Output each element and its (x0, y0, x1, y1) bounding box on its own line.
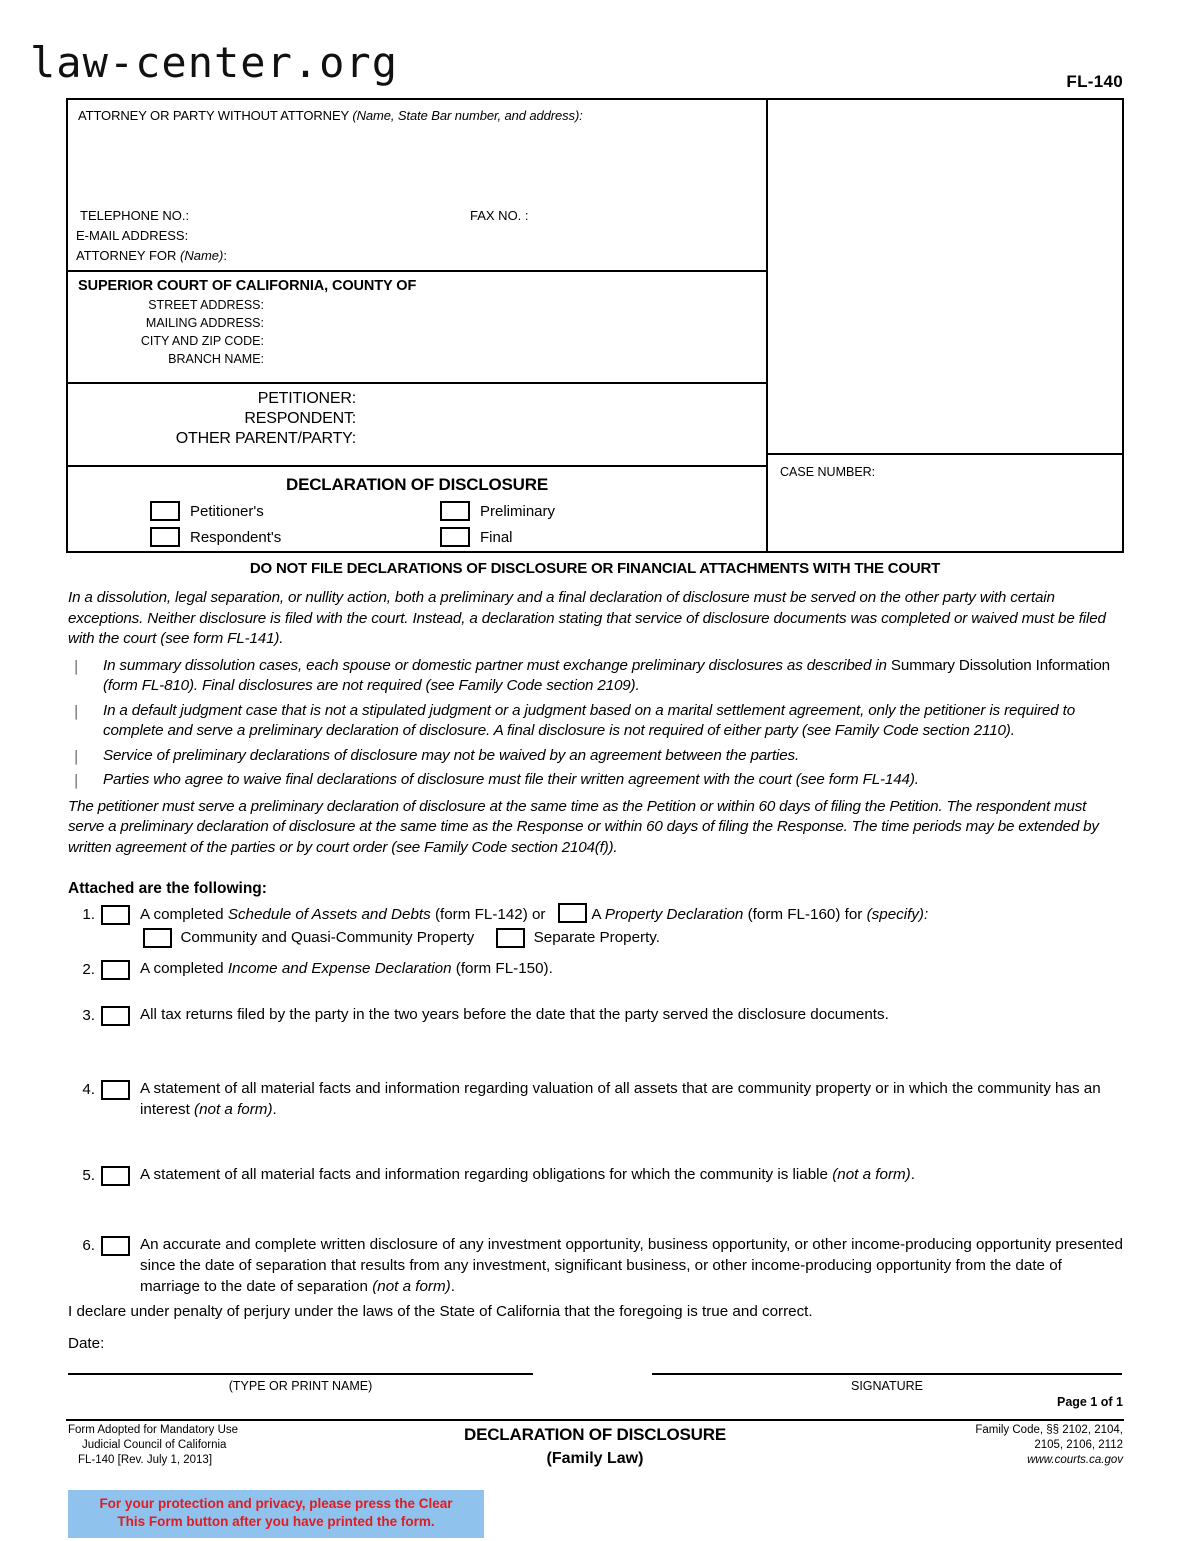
item-6-text: An accurate and complete written disclosure of any investment opportunity, business opportunity, or other income-producing opportunity presented since the date of separation that results from any investment, significant business, or other income-producing opportunity from the date of marriage to the date of separation (not a form). (140, 1236, 1123, 1295)
case-number-block[interactable] (768, 455, 1122, 551)
preliminary-checkbox[interactable] (440, 501, 470, 521)
other-parent-party-label: OTHER PARENT/PARTY: (175, 430, 356, 447)
title-checkbox-row (150, 501, 766, 521)
caption-table (66, 98, 1124, 553)
bullet-bar-icon: │ (73, 774, 81, 788)
item-3-checkbox[interactable] (101, 1006, 130, 1028)
item-5-checkbox[interactable] (101, 1166, 130, 1188)
footer-code-line1: Family Code, §§ 2102, 2104, (975, 1424, 1123, 1436)
item-number: 6. (82, 1237, 95, 1254)
privacy-notice-banner (68, 1490, 484, 1538)
item-1-text: A completed Schedule of Assets and Debts (form FL-142) or A Property Declaration (form FL-160) for (specify): (68, 903, 1124, 925)
community-property-checkbox[interactable] (143, 928, 172, 948)
footer-center (380, 1425, 810, 1468)
document-title: DECLARATION OF DISCLOSURE (286, 475, 548, 494)
separate-property-label: Separate Property. (533, 929, 660, 946)
list-item (68, 1234, 1124, 1297)
respondents-checkbox[interactable] (150, 527, 180, 547)
footer-code-line2: 2105, 2106, 2112 (1034, 1439, 1123, 1451)
property-declaration-checkbox[interactable] (558, 903, 587, 923)
item-6-checkbox[interactable] (101, 1236, 130, 1258)
mailing-address-label: MAILING ADDRESS: (145, 316, 264, 330)
respondents-option[interactable] (150, 527, 440, 547)
footer-left (68, 1423, 368, 1468)
list-item (68, 1078, 1124, 1120)
attorney-for-label: ATTORNEY FOR (Name): (76, 248, 227, 263)
street-address-label: STREET ADDRESS: (148, 298, 264, 312)
caption-right-column (768, 100, 1122, 551)
footer-revision-line: FL-140 [Rev. July 1, 2013] (78, 1454, 213, 1466)
bullet-bar-icon: │ (73, 749, 81, 764)
item-number: 5. (82, 1167, 95, 1184)
item-1-checkbox[interactable] (101, 905, 130, 927)
signature-caption: SIGNATURE (851, 1379, 923, 1393)
title-checkbox-grid (68, 501, 766, 547)
privacy-notice-line1: For your protection and privacy, please press the Clear (99, 1496, 453, 1511)
instructions-body (68, 588, 1124, 858)
item-number: 4. (82, 1081, 95, 1098)
date-label: Date: (68, 1335, 105, 1352)
list-item (68, 958, 1124, 984)
item-number: 1. (82, 906, 95, 923)
list-item (68, 1164, 1124, 1190)
perjury-declaration: I declare under penalty of perjury under the laws of the State of California that the foregoing is true and correct. (68, 1303, 813, 1320)
list-item (68, 1004, 1124, 1030)
final-label: Final (480, 528, 513, 546)
signature-rule (652, 1373, 1122, 1375)
petitioners-option[interactable] (150, 501, 440, 521)
respondent-label: RESPONDENT: (244, 410, 356, 427)
print-name-caption: (TYPE OR PRINT NAME) (228, 1379, 373, 1393)
city-zip-label: CITY AND ZIP CODE: (140, 334, 264, 348)
fax-label: FAX NO. : (470, 208, 529, 223)
footer-subtitle: (Family Law) (546, 1450, 644, 1467)
final-option[interactable] (440, 527, 513, 547)
list-item: │ Parties who agree to waive final declarations of disclosure must file their written agreement with the court (see form FL-144). (68, 770, 1124, 791)
final-checkbox[interactable] (440, 527, 470, 547)
attached-heading: Attached are the following: (68, 880, 267, 897)
court-address-lines (68, 298, 766, 366)
timing-paragraph: The petitioner must serve a preliminary declaration of disclosure at the same time as the Petition or within 60 days of filing the Petition. The respondent must serve a preliminary declaration of disclosure at the same time as the Response or within 60 days of filing the Response. The time periods may be extended by written agreement of the parties or by court order (see Family Code section 2104(f)). (68, 797, 1099, 856)
court-stamp-area[interactable] (768, 100, 1122, 455)
item-1-subrow (68, 927, 1124, 948)
list-item (68, 903, 1124, 948)
item-4-text: A statement of all material facts and information regarding valuation of all assets that are community property or in which the community has an interest (not a form). (140, 1080, 1101, 1118)
footer-divider (66, 1419, 1124, 1421)
item-3-text: All tax returns filed by the party in the two years before the date that the party served the disclosure documents. (140, 1006, 889, 1023)
respondents-label: Respondent's (190, 528, 282, 546)
footer-right (843, 1423, 1123, 1468)
bullet-bar-icon: │ (73, 704, 81, 719)
attachment-items (68, 903, 1124, 1297)
exception-bullet-list (68, 656, 1124, 791)
community-property-label: Community and Quasi-Community Property (180, 929, 475, 946)
separate-property-checkbox[interactable] (496, 928, 525, 948)
footer-council-line: Judicial Council of California (82, 1439, 227, 1451)
privacy-notice-line2: This Form button after you have printed the form. (117, 1514, 435, 1529)
print-name-rule (68, 1373, 533, 1375)
list-item: │ Service of preliminary declarations of disclosure may not be waived by an agreement between the parties. (68, 746, 1124, 767)
document-title-block (68, 465, 766, 551)
item-number: 2. (82, 961, 95, 978)
case-number-label: CASE NUMBER: (780, 465, 876, 479)
site-watermark: law-center.org (30, 38, 399, 87)
footer-website: www.courts.ca.gov (1027, 1454, 1123, 1466)
petitioners-label: Petitioner's (190, 502, 264, 520)
do-not-file-warning: DO NOT FILE DECLARATIONS OF DISCLOSURE OR FINANCIAL ATTACHMENTS WITH THE COURT (249, 560, 941, 577)
item-5-text: A statement of all material facts and information regarding obligations for which the community is liable (not a form). (140, 1166, 915, 1183)
list-item: │ In summary dissolution cases, each spouse or domestic partner must exchange preliminary disclosures as described in Summary Dissolution Information (form FL-810). Final disclosures are not required (see Family Code section 2109). (73, 656, 1110, 694)
title-checkbox-row (150, 527, 766, 547)
item-number: 3. (82, 1007, 95, 1024)
preliminary-label: Preliminary (480, 502, 556, 520)
intro-paragraph: In a dissolution, legal separation, or nullity action, both a preliminary and a final declaration of disclosure must be served on the other party with certain exceptions. Neither disclosure is filed with the court. Instead, a declaration stating that service of disclosure documents was completed or waived must be filed with the court (see form FL-141). (68, 589, 1106, 647)
item-2-checkbox[interactable] (101, 960, 130, 982)
form-number: FL-140 (1066, 72, 1123, 91)
footer-title: DECLARATION OF DISCLOSURE (464, 1425, 726, 1444)
list-item: │ In a default judgment case that is not a stipulated judgment or a judgment based on a marital settlement agreement, only the petitioner is required to complete and serve a preliminary declaration of disclosure. A final disclosure is not required of either party (see Family Code section 2110). (73, 701, 1076, 739)
email-label: E-MAIL ADDRESS: (76, 228, 189, 243)
telephone-row (80, 208, 740, 223)
attorney-block[interactable] (68, 100, 766, 270)
bullet-bar-icon: │ (73, 659, 81, 674)
telephone-label: TELEPHONE NO.: (80, 208, 190, 223)
parties-block[interactable] (68, 382, 766, 465)
petitioners-checkbox[interactable] (150, 501, 180, 521)
item-2-text: A completed Income and Expense Declaration (form FL-150). (140, 960, 553, 977)
footer-adopted-line: Form Adopted for Mandatory Use (68, 1424, 239, 1436)
petitioner-label: PETITIONER: (257, 390, 356, 407)
branch-name-label: BRANCH NAME: (168, 352, 264, 366)
attorney-label: ATTORNEY OR PARTY WITHOUT ATTORNEY (Name, State Bar number, and address): (78, 108, 583, 123)
preliminary-option[interactable] (440, 501, 555, 521)
caption-left-column (68, 100, 768, 551)
court-title: SUPERIOR COURT OF CALIFORNIA, COUNTY OF (78, 278, 417, 294)
court-block[interactable] (68, 270, 766, 382)
page-indicator: Page 1 of 1 (1057, 1395, 1123, 1409)
item-4-checkbox[interactable] (101, 1080, 130, 1102)
